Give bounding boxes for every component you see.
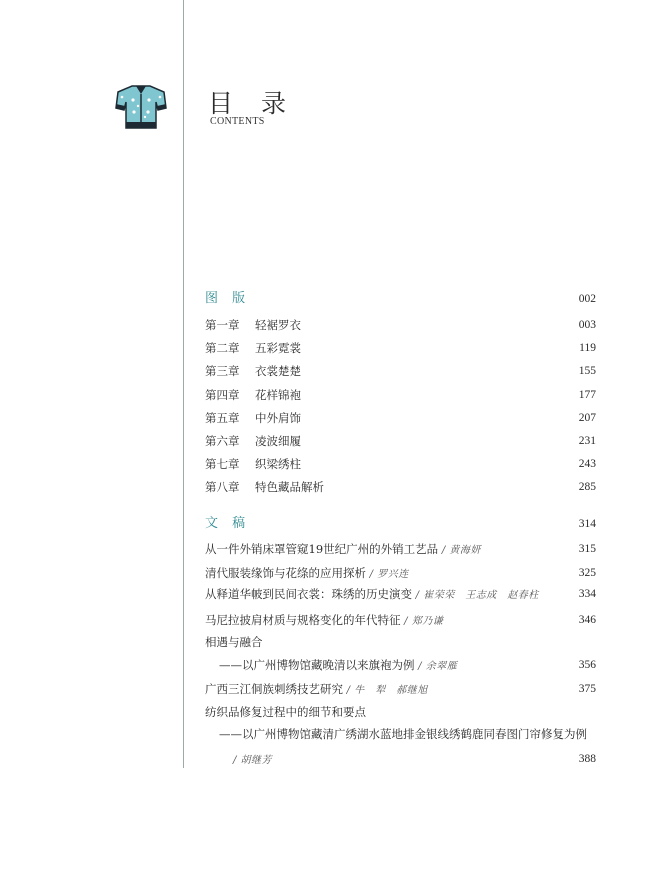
- chapter-title: 轻裾罗衣: [255, 318, 301, 332]
- chapter-number: 第四章: [205, 387, 240, 402]
- essay-row[interactable]: [205, 540, 596, 558]
- essay-title: 纺织品修复过程中的细节和要点: [205, 705, 366, 719]
- essay-row[interactable]: [205, 750, 596, 768]
- essay-entry: [205, 540, 481, 560]
- essay-author: / 牛 犁 郝继旭: [343, 685, 428, 696]
- chapter-page: 003: [578, 319, 596, 331]
- chapter-entry: [205, 455, 301, 473]
- chapter-number: 第八章: [205, 480, 240, 495]
- essay-entry: [205, 564, 409, 584]
- vertical-divider: [183, 0, 184, 768]
- chapter-row[interactable]: [205, 362, 596, 380]
- essay-entry: [205, 703, 366, 721]
- section-essays[interactable]: [205, 515, 596, 533]
- essay-row[interactable]: [205, 725, 596, 743]
- chapter-page: 243: [578, 458, 596, 471]
- section-essays-heading: 文 稿: [205, 516, 251, 531]
- section-plates-heading: 图 版: [205, 291, 251, 306]
- chapter-row[interactable]: [205, 478, 596, 496]
- essay-title: 清代服装缘饰与花绦的应用探析: [205, 566, 366, 580]
- chapter-number: 第二章: [205, 341, 240, 356]
- chapter-entry: [205, 386, 301, 404]
- chapter-page: 119: [579, 342, 596, 355]
- essay-author: / 崔荣荣 王志成 赵春柱: [412, 590, 539, 601]
- chapter-row[interactable]: [205, 339, 596, 357]
- chapter-entry: [205, 362, 301, 380]
- section-essays-page: 314: [578, 518, 596, 530]
- section-plates[interactable]: [205, 290, 596, 308]
- chapter-page: 155: [578, 365, 596, 378]
- essay-author: / 郑乃谦: [400, 616, 444, 627]
- essay-title: ——以广州博物馆藏清广绣湖水蓝地排金银线绣鹤鹿同春图门帘修复为例: [219, 727, 587, 741]
- chapter-page: 207: [578, 411, 596, 424]
- essay-row[interactable]: [205, 703, 596, 721]
- essay-row[interactable]: [205, 564, 596, 582]
- chapter-row[interactable]: [205, 316, 596, 334]
- essay-page: 334: [578, 588, 596, 600]
- chapter-entry: [205, 409, 301, 427]
- chapter-number: 第三章: [205, 364, 240, 379]
- chapter-row[interactable]: [205, 455, 596, 473]
- chapter-page: 177: [578, 388, 596, 401]
- essay-author: / 罗兴连: [366, 569, 409, 580]
- chapter-row[interactable]: [205, 409, 596, 427]
- page-subtitle: CONTENTS: [210, 116, 265, 127]
- essay-title: 从一件外销床罩管窥19世纪广州的外销工艺品: [205, 542, 439, 556]
- essay-row[interactable]: [205, 680, 596, 698]
- essay-entry: [205, 611, 443, 631]
- chapter-entry: [205, 316, 301, 334]
- chapter-title: 中外肩饰: [255, 410, 301, 425]
- essay-title: 广西三江侗族刺绣技艺研究: [205, 682, 343, 696]
- essay-entry: [205, 585, 539, 605]
- essay-entry: [205, 633, 263, 651]
- essay-page: 388: [578, 753, 596, 765]
- embroidered-robe-icon: [114, 82, 168, 130]
- chapter-number: 第六章: [205, 434, 240, 448]
- essay-entry: [219, 656, 457, 676]
- chapter-number: 第五章: [205, 410, 240, 425]
- essay-row[interactable]: [205, 633, 596, 651]
- essay-title: 相遇与融合: [205, 635, 263, 649]
- essay-title: ——以广州博物馆藏晚清以来旗袍为例: [219, 658, 415, 672]
- essay-entry: [205, 680, 428, 700]
- chapter-entry: [205, 339, 301, 357]
- essay-page: 325: [578, 567, 596, 579]
- chapter-title: 凌波细履: [255, 434, 301, 448]
- chapter-number: 第七章: [205, 457, 240, 472]
- chapter-title: 织梁绣柱: [255, 457, 301, 472]
- chapter-page: 231: [578, 435, 596, 447]
- chapter-title: 衣裳楚楚: [255, 364, 301, 379]
- essay-author: / 黄海妍: [438, 545, 481, 556]
- essay-title: 从释道华帔到民间衣裳：珠绣的历史演变: [205, 587, 412, 601]
- chapter-title: 五彩霓裳: [255, 341, 301, 356]
- essay-page: 356: [578, 659, 596, 671]
- essay-entry: [219, 725, 587, 743]
- essay-author: / 余翠雁: [414, 661, 458, 672]
- chapter-title: 花样锦袍: [255, 387, 301, 402]
- essay-title: 马尼拉披肩材质与规格变化的年代特征: [205, 613, 401, 627]
- essay-entry: [233, 750, 272, 770]
- essay-author: / 胡继芳: [233, 755, 273, 766]
- essay-row[interactable]: [205, 611, 596, 629]
- essay-page: 315: [578, 543, 596, 555]
- chapter-title: 特色藏品解析: [255, 480, 324, 495]
- chapter-entry: [205, 478, 324, 496]
- chapter-row[interactable]: [205, 386, 596, 404]
- essay-page: 375: [578, 683, 596, 695]
- page-title: 目 录: [208, 89, 296, 118]
- essay-row[interactable]: [205, 585, 596, 603]
- section-plates-page: 002: [578, 293, 596, 305]
- essay-row[interactable]: [205, 656, 596, 674]
- chapter-row[interactable]: [205, 432, 596, 450]
- chapter-page: 285: [578, 481, 596, 494]
- essay-page: 346: [578, 614, 596, 626]
- chapter-entry: [205, 432, 301, 450]
- chapter-number: 第一章: [205, 318, 240, 332]
